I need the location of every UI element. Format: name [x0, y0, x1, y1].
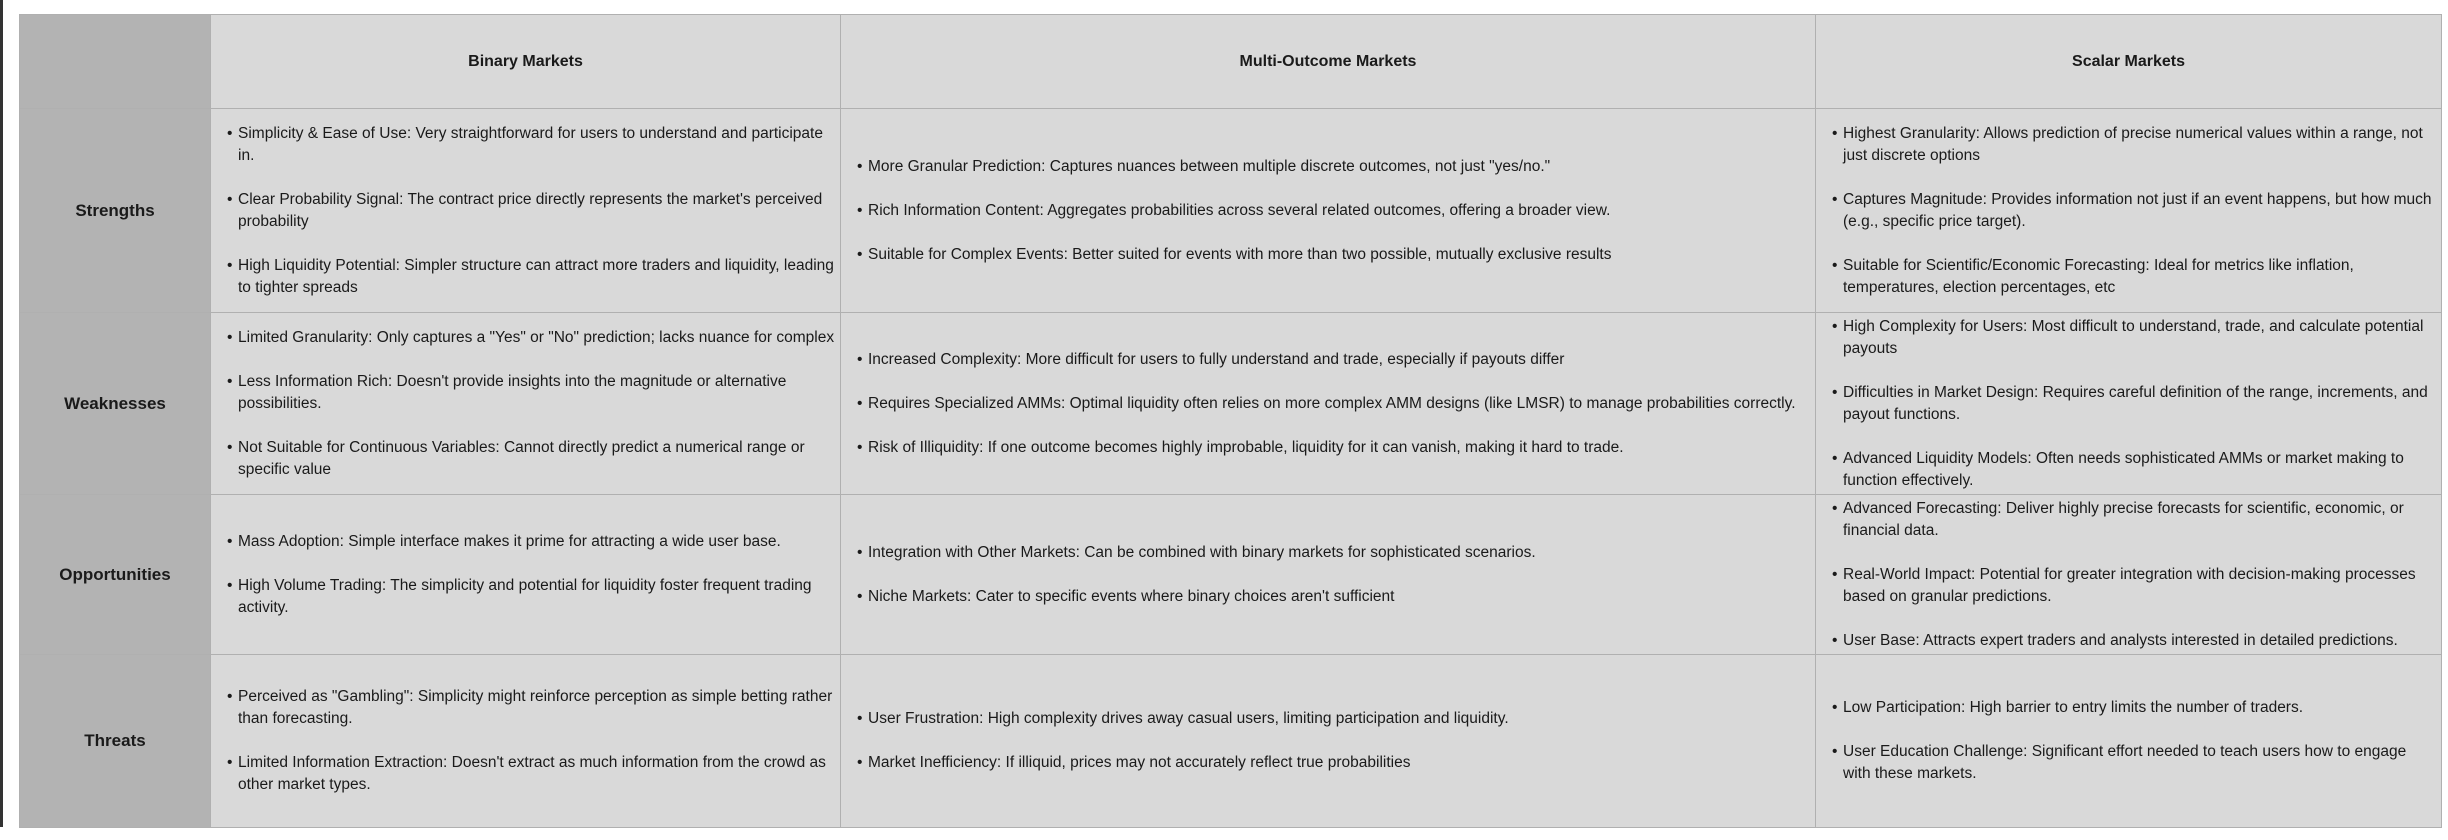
- header-row: [20, 15, 2442, 109]
- cell-opportunities-multi-outcome: [841, 495, 1816, 655]
- list-item: • Rich Information Content: Aggregates probabilities across several related outcomes, offering a broader view.: [857, 200, 1811, 222]
- list-item: • Risk of Illiquidity: If one outcome becomes highly improbable, liquidity for it can vanish, making it hard to trade.: [857, 437, 1811, 459]
- cell-strengths-multi-outcome: [841, 109, 1816, 313]
- list-item: • Advanced Forecasting: Deliver highly precise forecasts for scientific, economic, or financial data.: [1832, 498, 2437, 542]
- list-item: • Difficulties in Market Design: Requires careful definition of the range, increments, and payout functions.: [1832, 382, 2437, 426]
- list-item: • Highest Granularity: Allows prediction of precise numerical values within a range, not just discrete options: [1832, 123, 2437, 167]
- column-header-scalar-markets: Scalar Markets: [1816, 15, 2442, 109]
- cell-opportunities-binary: [211, 495, 841, 655]
- list-item: • Captures Magnitude: Provides information not just if an event happens, but how much (e.g., specific price target).: [1832, 189, 2437, 233]
- list-item: • Increased Complexity: More difficult for users to fully understand and trade, especially if payouts differ: [857, 349, 1811, 371]
- row-header-weaknesses: Weaknesses: [20, 313, 211, 495]
- corner-cell: [20, 15, 211, 109]
- list-item: • User Education Challenge: Significant effort needed to teach users how to engage with these markets.: [1832, 741, 2437, 785]
- list-item: • High Liquidity Potential: Simpler structure can attract more traders and liquidity, leading to tighter spreads: [227, 255, 836, 299]
- column-header-multi-outcome-markets: Multi-Outcome Markets: [841, 15, 1816, 109]
- list-item: • Advanced Liquidity Models: Often needs sophisticated AMMs or market making to function effectively.: [1832, 448, 2437, 492]
- cell-strengths-binary: [211, 109, 841, 313]
- cell-threats-binary: [211, 655, 841, 828]
- list-item: • Limited Information Extraction: Doesn't extract as much information from the crowd as other market types.: [227, 752, 836, 796]
- list-item: • Requires Specialized AMMs: Optimal liquidity often relies on more complex AMM designs (like LMSR) to manage probabilities correctly.: [857, 393, 1811, 415]
- list-item: • Not Suitable for Continuous Variables: Cannot directly predict a numerical range or specific value: [227, 437, 836, 481]
- list-item: • High Complexity for Users: Most difficult to understand, trade, and calculate potential payouts: [1832, 316, 2437, 360]
- cell-opportunities-scalar: [1816, 495, 2442, 655]
- list-item: • User Frustration: High complexity drives away casual users, limiting participation and liquidity.: [857, 708, 1811, 730]
- cell-weaknesses-multi-outcome: [841, 313, 1816, 495]
- table-row-strengths: [20, 109, 2442, 313]
- list-item: • Less Information Rich: Doesn't provide insights into the magnitude or alternative possibilities.: [227, 371, 836, 415]
- table-row-threats: [20, 655, 2442, 828]
- table-row-opportunities: [20, 495, 2442, 655]
- list-item: • Real-World Impact: Potential for greater integration with decision-making processes based on granular predictions.: [1832, 564, 2437, 608]
- list-item: • Niche Markets: Cater to specific events where binary choices aren't sufficient: [857, 586, 1811, 608]
- list-item: • Suitable for Scientific/Economic Forecasting: Ideal for metrics like inflation, temperatures, election percentages, etc: [1832, 255, 2437, 299]
- list-item: • User Base: Attracts expert traders and analysts interested in detailed predictions.: [1832, 630, 2437, 652]
- table-row-weaknesses: [20, 313, 2442, 495]
- cell-weaknesses-scalar: [1816, 313, 2442, 495]
- swot-table: [19, 14, 2442, 828]
- row-header-threats: Threats: [20, 655, 211, 828]
- row-header-opportunities: Opportunities: [20, 495, 211, 655]
- list-item: • More Granular Prediction: Captures nuances between multiple discrete outcomes, not just "yes/no.": [857, 156, 1811, 178]
- left-edge-line: [0, 0, 3, 827]
- list-item: • Perceived as "Gambling": Simplicity might reinforce perception as simple betting rather than forecasting.: [227, 686, 836, 730]
- list-item: • Mass Adoption: Simple interface makes it prime for attracting a wide user base.: [227, 531, 836, 553]
- cell-threats-multi-outcome: [841, 655, 1816, 828]
- list-item: • Limited Granularity: Only captures a "Yes" or "No" prediction; lacks nuance for complex: [227, 327, 836, 349]
- list-item: • Low Participation: High barrier to entry limits the number of traders.: [1832, 697, 2437, 719]
- list-item: • Suitable for Complex Events: Better suited for events with more than two possible, mutually exclusive results: [857, 244, 1811, 266]
- column-header-binary-markets: Binary Markets: [211, 15, 841, 109]
- list-item: • Simplicity & Ease of Use: Very straightforward for users to understand and participate in.: [227, 123, 836, 167]
- list-item: • Clear Probability Signal: The contract price directly represents the market's perceived probability: [227, 189, 836, 233]
- row-header-strengths: Strengths: [20, 109, 211, 313]
- list-item: • Market Inefficiency: If illiquid, prices may not accurately reflect true probabilities: [857, 752, 1811, 774]
- cell-weaknesses-binary: [211, 313, 841, 495]
- list-item: • Integration with Other Markets: Can be combined with binary markets for sophisticated scenarios.: [857, 542, 1811, 564]
- list-item: • High Volume Trading: The simplicity and potential for liquidity foster frequent trading activity.: [227, 575, 836, 619]
- cell-threats-scalar: [1816, 655, 2442, 828]
- cell-strengths-scalar: [1816, 109, 2442, 313]
